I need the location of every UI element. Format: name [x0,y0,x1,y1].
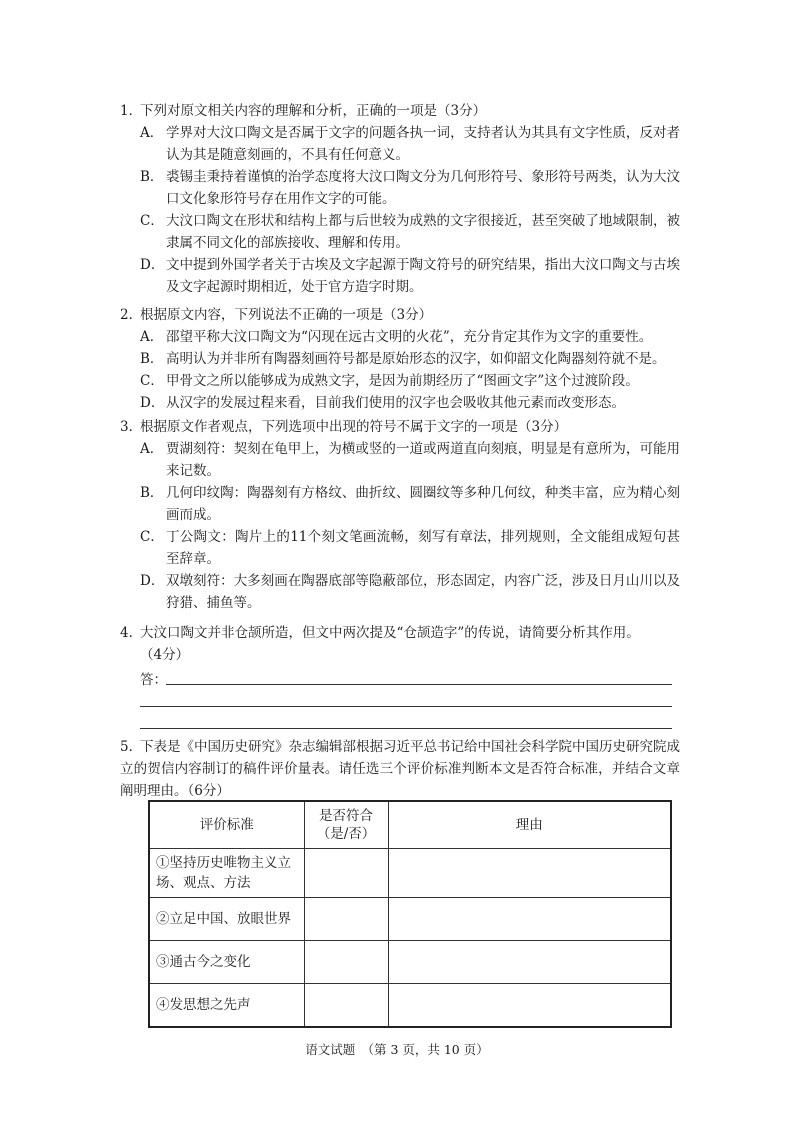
table-row [149,898,671,941]
page-footer: 语文试题 （第 3 页，共 10 页） [305,1042,489,1057]
question-5-stem: 5．下表是《中国历史研究》杂志编辑部根据习近平总书记给中国社会科学院中国历史研究院成立的贺信内容制订的稿件评价量表。请任选三个评价标准判断本文是否符合标准，并结合文章阐明理由。（6分） [120,739,680,799]
question-2 [120,304,680,414]
conform-cell[interactable] [304,849,388,898]
question-3-option-c: C． 丁公陶文：陶片上的11个刻文笔画流畅，刻写有章法，排列规则，全文能组成短句甚至辞章。 [140,529,680,567]
criteria-cell: ④发思想之先声 [149,984,304,1028]
question-2-stem: 2．根据原文内容，下列说法不正确的一项是（3分） [120,307,433,323]
conform-cell[interactable] [304,984,388,1028]
evaluation-table [148,800,672,1028]
reason-cell[interactable] [388,849,671,898]
table-row [149,941,671,984]
conform-cell[interactable] [304,941,388,984]
question-1 [120,100,680,298]
answer-line-3[interactable] [140,728,672,729]
criteria-cell: ②立足中国、放眼世界 [149,898,304,941]
question-3 [120,416,680,614]
reason-cell[interactable] [388,941,671,984]
question-3-option-d: D． 双墩刻符：大多刻画在陶器底部等隐蔽部位，形态固定，内容广泛，涉及日月山川以及狩猎、捕鱼等。 [140,573,680,611]
criteria-cell: ①坚持历史唯物主义立场、观点、方法 [149,849,304,898]
question-5 [120,736,680,802]
question-3-option-b: B． 几何印纹陶：陶器刻有方格纹、曲折纹、圆圈纹等多种几何纹，种类丰富，应为精心刻画而成。 [140,485,680,523]
question-1-stem: 1．下列对原文相关内容的理解和分析，正确的一项是（3分） [120,103,487,119]
table-header-row [149,801,671,849]
criteria-cell: ③通古今之变化 [149,941,304,984]
header-reason: 理由 [388,801,671,849]
table-row [149,984,671,1028]
question-3-option-a: A． 贾湖刻符：契刻在龟甲上，为横或竖的一道或两道直向刻痕，明显是有意所为，可能用来记数。 [140,441,680,479]
question-1-option-a: A． 学界对大汶口陶文是否属于文字的问题各执一词，支持者认为其具有文字性质，反对者认为其是随意刻画的，不具有任何意义。 [140,125,680,163]
question-4-score: （4分） [140,647,190,663]
question-2-option-d: D． 从汉字的发展过程来看，目前我们使用的汉字也会吸收其他元素而改变形态。 [140,395,625,411]
question-1-option-c: C． 大汶口陶文在形状和结构上都与后世较为成熟的文字很接近，甚至突破了地域限制，被隶属不同文化的部族接收、理解和传用。 [140,213,680,251]
header-criteria: 评价标准 [149,801,304,849]
reason-cell[interactable] [388,984,671,1028]
reason-cell[interactable] [388,898,671,941]
question-1-option-d: D． 文中提到外国学者关于古埃及文字起源于陶文符号的研究结果，指出大汶口陶文与古埃及文字起源时期相近，处于官方造字时期。 [140,257,680,295]
answer-line-1[interactable] [166,684,672,685]
answer-label: 答： [140,672,167,688]
question-2-option-a: A． 邵望平称大汶口陶文为“闪现在远古文明的火花”，充分肯定其作为文字的重要性。 [140,329,653,345]
question-1-option-b: B． 裘锡圭秉持着谨慎的治学态度将大汶口陶文分为几何形符号、象形符号两类，认为大汶口文化象形符号存在用作文字的可能。 [140,169,680,207]
header-conform: 是否符合 （是/否） [304,801,388,849]
answer-line-2[interactable] [140,706,672,707]
table-row [149,849,671,898]
question-2-option-c: C． 甲骨文之所以能够成为成熟文字，是因为前期经历了“图画文字”这个过渡阶段。 [140,373,639,389]
question-3-stem: 3．根据原文作者观点，下列选项中出现的符号不属于文字的一项是（3分） [120,419,568,435]
question-4 [120,622,680,666]
question-2-option-b: B． 高明认为并非所有陶器刻画符号都是原始形态的汉字，如仰韶文化陶器刻符就不是。 [140,351,666,367]
question-4-stem: 4．大汶口陶文并非仓颉所造，但文中两次提及“仓颉造字”的传说，请简要分析其作用。 [120,625,640,641]
conform-cell[interactable] [304,898,388,941]
